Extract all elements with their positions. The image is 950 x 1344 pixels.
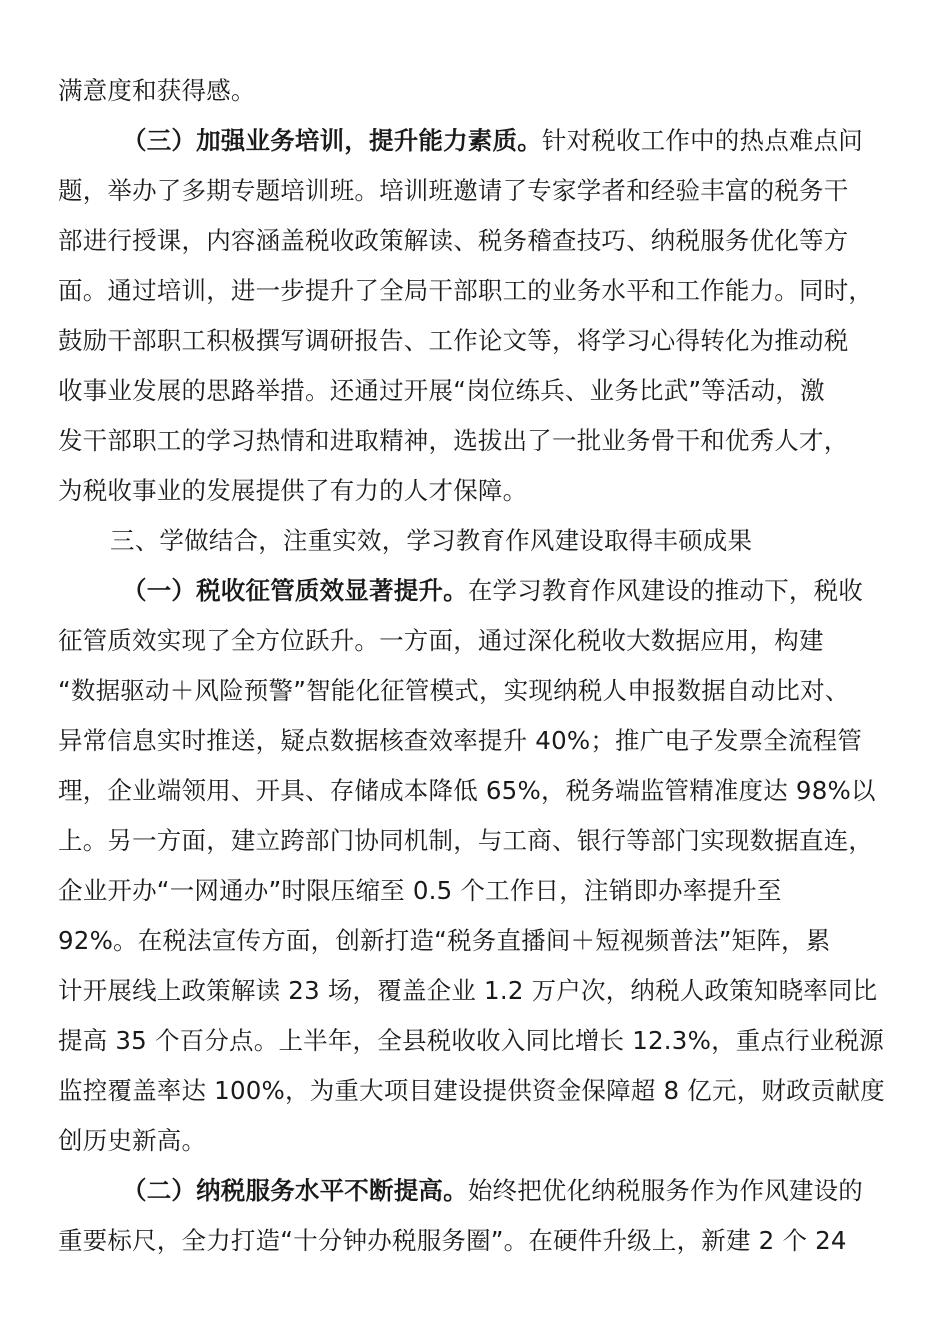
text-line: 题，举办了多期专题培训班。培训班邀请了专家学者和经验丰富的税务干 [58,176,849,205]
text-line: 面。通过培训，进一步提升了全局干部职工的业务水平和工作能力。同时， [58,276,874,305]
text-line: 提高 35 个百分点。上半年，全县税收收入同比增长 12.3%，重点行业税源 [58,1026,884,1055]
section-heading: 三、学做结合，注重实效，学习教育作风建设取得丰硕成果 [110,526,753,555]
text-line: 部进行授课，内容涵盖税收政策解读、税务稽查技巧、纳税服务优化等方 [58,226,849,255]
text-line: 收事业发展的思路举措。还通过开展“岗位练兵、业务比武”等活动，激 [58,376,825,405]
subheading-bold: （一）税收征管质效显著提升。 [122,576,468,605]
text-line: 满意度和获得感。 [58,76,256,105]
subheading-text: 在学习教育作风建设的推动下，税收 [467,576,864,605]
text-line: 重要标尺，全力打造“十分钟办税服务圈”。在硬件升级上，新建 2 个 24 [58,1226,847,1255]
text-line: 异常信息实时推送，疑点数据核查效率提升 40%；推广电子发票全流程管 [58,726,863,755]
text-line: “数据驱动＋风险预警”智能化征管模式，实现纳税人申报数据自动比对、 [58,676,850,705]
subheading-line [58,566,898,616]
subheading-bold: （三）加强业务培训，提升能力素质。 [122,126,542,155]
subheading-line [58,116,898,166]
text-line: 为税收事业的发展提供了有力的人才保障。 [58,476,528,505]
subheading-text: 针对税收工作中的热点难点问 [541,126,864,155]
text-line: 创历史新高。 [58,1126,207,1155]
text-line: 鼓励干部职工积极撰写调研报告、工作论文等，将学习心得转化为推动税 [58,326,849,355]
document-page [58,66,898,1266]
text-line: 企业开办“一网通办”时限压缩至 0.5 个工作日，注销即办率提升至 [58,876,782,905]
text-line: 理，企业端领用、开具、存储成本降低 65%，税务端监管精准度达 98%以 [58,776,876,805]
text-line: 发干部职工的学习热情和进取精神，选拔出了一批业务骨干和优秀人才， [58,426,849,455]
text-line: 计开展线上政策解读 23 场，覆盖企业 1.2 万户次，纳税人政策知晓率同比 [58,976,878,1005]
subheading-line [58,1166,898,1216]
text-line: 监控覆盖率达 100%，为重大项目建设提供资金保障超 8 亿元，财政贡献度 [58,1076,885,1105]
text-line: 92%。在税法宣传方面，创新打造“税务直播间＋短视频普法”矩阵，累 [58,926,831,955]
text-line: 征管质效实现了全方位跃升。一方面，通过深化税收大数据应用，构建 [58,626,824,655]
subheading-bold: （二）纳税服务水平不断提高。 [122,1176,468,1205]
text-line: 上。另一方面，建立跨部门协同机制，与工商、银行等部门实现数据直连， [58,826,874,855]
subheading-text: 始终把优化纳税服务作为作风建设的 [467,1176,864,1205]
